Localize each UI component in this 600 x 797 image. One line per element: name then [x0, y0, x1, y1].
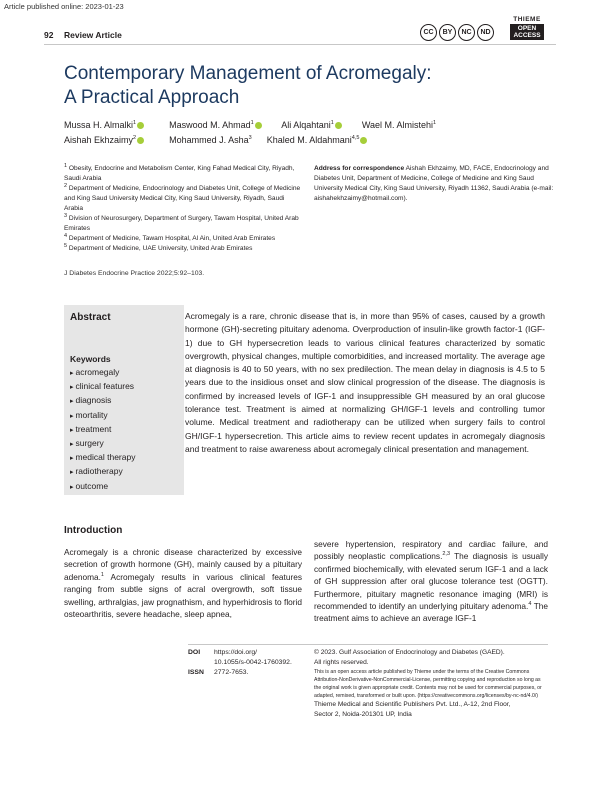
author-name: Mohammed J. Asha	[169, 135, 249, 145]
orcid-icon[interactable]	[335, 122, 342, 129]
issn-label: ISSN	[188, 669, 204, 676]
introduction-column-2	[314, 538, 548, 625]
body-text: severe hypertension, respiratory and cardiac failure, and possibly neoplastic complications.	[314, 539, 548, 562]
affiliation-item	[64, 164, 304, 184]
keyword-item: ▸ outcome	[70, 480, 135, 494]
affiliation-ref: 4,5	[351, 135, 360, 141]
keyword-item: ▸ treatment	[70, 423, 135, 437]
body-text: The treatment aims to achieve an average IGF-1	[314, 601, 548, 624]
abstract-text: Acromegaly is a rare, chronic disease that is, in more than 95% of cases, caused by a growth hormone (GH)-secreting pituitary adenoma. Overproduction of insulin-like growth factor-1 (IGF-1) due to GH hypersecretion leads to various clinical features characterized by somatic overgrowth, physical changes, multiple comorbidities, and increased mortality. The average age at diagnosis is 40 to 50 years, with no sex predilection. The mean delay in diagnosis is 4.5 to 5 years due to the insidious onset and slow clinical progression of the disease. The diagnosis is confirmed by increased levels of IGF-1 and insuppressible GH measured by an oral glucose tolerance test. Treatment is aimed at normalizing GH/IGF-1 levels and controlling tumor volume. Medical treatment and radiotherapy can be utilized when surgery fails to control GH/IGF-1 hypersecretion. This article aims to review recent updates in acromegaly diagnosis and treatment to raise awareness about acromegaly clinical presentation and management.	[185, 311, 545, 454]
affiliation-ref: 1	[433, 120, 437, 126]
affiliation-text: Department of Medicine, Tawam Hospital, Al Ain, United Arab Emirates	[68, 235, 276, 242]
affiliation-item	[64, 244, 304, 254]
publisher-address: Sector 2, Noida-201301 UP, India	[314, 711, 412, 718]
author-name: Khaled M. Aldahmani	[266, 135, 352, 145]
author-name: Ali Alqahtani	[281, 120, 331, 130]
cc-license-icons	[420, 24, 494, 41]
page-number: 92	[44, 30, 54, 40]
thieme-logo-text: THIEME	[513, 16, 541, 23]
keyword-item: ▸ mortality	[70, 409, 135, 423]
article-title	[64, 62, 544, 110]
rights-line: All rights reserved.	[314, 659, 369, 666]
keyword-item: ▸ medical therapy	[70, 451, 135, 465]
introduction-heading: Introduction	[64, 525, 123, 536]
affiliation-number: 5	[64, 242, 68, 249]
affiliation-text: Obesity, Endocrine and Metabolism Center, King Fahad Medical City, Riyadh, Saudi Arabia	[64, 165, 295, 182]
correspondence-label: Address for correspondence	[314, 165, 405, 172]
publisher-line: Thieme Medical and Scientific Publishers Pvt. Ltd., A-12, 2nd Floor,	[314, 701, 511, 708]
keyword-item: ▸ surgery	[70, 437, 135, 451]
open-text: OPEN	[517, 25, 537, 32]
author-row-2	[64, 133, 544, 148]
header-divider	[44, 44, 556, 45]
affiliation-ref: 2	[133, 135, 137, 141]
affiliation-ref: 1	[330, 120, 334, 126]
nd-icon: ND	[477, 24, 494, 41]
author-name: Aishah Ekhzaimy	[64, 135, 134, 145]
author-name: Mussa H. Almalki	[64, 120, 134, 130]
correspondence-text: Aishah Ekhzaimy, MD, FACE, Endocrinology and Diabetes Unit, Department of Medicine, College of Medicine and King Saud University Medical City, King Saud University, Riyadh 11362, Saudi Arabia (e-mail: aishahekhzaimy@hotmail.com).	[314, 165, 554, 202]
keyword-item: ▸ diagnosis	[70, 394, 135, 408]
affiliation-number: 1	[64, 162, 68, 169]
affiliation-text: Department of Medicine, Endocrinology and Diabetes Unit, College of Medicine and King Saud University Medical City, King Saud University, Riyadh, Saudi Arabia	[64, 185, 301, 212]
affiliation-item	[64, 234, 304, 244]
doi-block	[188, 648, 292, 678]
cc-icon: CC	[420, 24, 437, 41]
footer-divider	[188, 644, 548, 645]
citation-ref: 4	[528, 601, 532, 608]
affiliation-text: Department of Medicine, UAE University, United Arab Emirates	[68, 245, 253, 252]
orcid-icon[interactable]	[255, 122, 262, 129]
license-block	[314, 648, 549, 720]
affiliation-text: Division of Neurosurgery, Department of Surgery, Tawam Hospital, United Arab Emirates	[64, 215, 299, 232]
keyword-item: ▸ clinical features	[70, 380, 135, 394]
thieme-open-access-logo	[510, 16, 544, 40]
affiliation-number: 2	[64, 182, 68, 189]
author-list	[64, 118, 544, 148]
author-name: Wael M. Almistehi	[361, 120, 434, 130]
by-icon: BY	[439, 24, 456, 41]
doi-link[interactable]: https://doi.org/	[214, 649, 258, 656]
affiliation-item	[64, 214, 304, 234]
access-text: ACCESS	[513, 32, 541, 39]
affiliation-item	[64, 184, 304, 214]
correspondence-address	[314, 164, 554, 204]
citation-ref: 2,3	[442, 551, 451, 558]
keyword-item: ▸ radiotherapy	[70, 465, 135, 479]
body-text: Acromegaly is a chronic disease characterized by excessive secretion of growth hormone (GH), mainly caused by a pituitary adenoma.	[64, 547, 302, 582]
affiliation-ref: 3	[248, 135, 252, 141]
author-row-1	[64, 118, 544, 133]
affiliation-ref: 1	[133, 120, 137, 126]
title-line-1: Contemporary Management of Acromegaly:	[64, 63, 432, 84]
orcid-icon[interactable]	[137, 137, 144, 144]
keywords-heading: Keywords	[70, 354, 111, 364]
affiliations	[64, 164, 304, 254]
open-access-badge	[510, 24, 544, 40]
article-type: Review Article	[64, 30, 122, 40]
affiliation-number: 3	[64, 212, 68, 219]
nc-icon: NC	[458, 24, 475, 41]
title-line-2: A Practical Approach	[64, 87, 240, 108]
orcid-icon[interactable]	[137, 122, 144, 129]
body-text: The diagnosis is usually confirmed biochemically, with elevated serum IGF-1 and a lack of GH suppression after oral glucose tolerance test (OGTT). Furthermore, pituitary magnetic resonance imaging (MRI) is recommended to identify an underlying pituitary adenoma.	[314, 551, 548, 612]
license-text: This is an open access article published by Thieme under the terms of the Creative Commons Attribution-NonDerivative-NonCommercial-License, permitting copying and reproduction so long as the original work is given appropriate credit. Contents may not be used for commercial purposes, or adapted, remixed, transformed or built upon. (https://creativecommons.org/licenses/by-nc-nd/4.0/)	[314, 669, 542, 699]
body-text: Acromegaly results in various clinical features ranging from subtle signs of acral overgrowth, soft tissue swelling, arthralgias, jaw prognathism, and hyperhidrosis to florid osteoarthritis, severe headache, sleep apnea,	[64, 571, 302, 620]
orcid-icon[interactable]	[360, 137, 367, 144]
journal-citation: J Diabetes Endocrine Practice 2022;5:92–103.	[64, 270, 205, 277]
author-name: Maswood M. Ahmad	[169, 120, 251, 130]
published-date: Article published online: 2023-01-23	[4, 2, 124, 11]
introduction-column-1	[64, 546, 302, 620]
keyword-item: ▸ acromegaly	[70, 366, 135, 380]
doi-link-suffix[interactable]: 10.1055/s-0042-1760392.	[214, 659, 292, 666]
copyright-line: © 2023. Gulf Association of Endocrinology and Diabetes (GAED).	[314, 649, 505, 656]
abstract-heading: Abstract	[70, 312, 111, 323]
keywords-list	[70, 366, 135, 494]
affiliation-number: 4	[64, 232, 68, 239]
citation-ref: 1	[100, 572, 104, 579]
affiliation-ref: 1	[250, 120, 254, 126]
issn-value: 2772-7653.	[214, 669, 249, 676]
doi-label: DOI	[188, 649, 201, 656]
